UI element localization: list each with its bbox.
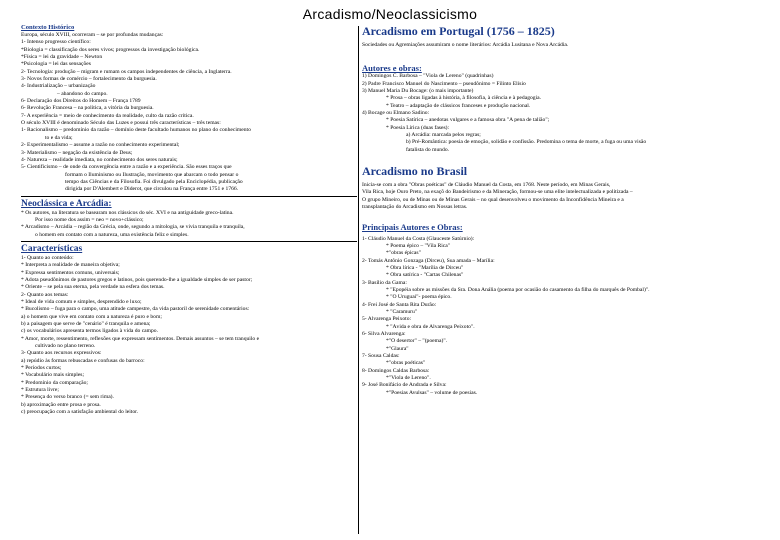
- text-line: *"obras épicas": [386, 250, 421, 257]
- text-line: a) o homem que vive em contato com a natureza é puro e bom;: [21, 313, 162, 320]
- text-line: 2) Padre Francisco Manuel do Nascimento – pseudônimo = Filinto Elísio: [362, 80, 526, 87]
- text-line: 7- A experiência = meio de conhecimento da realidade, culto da razão crítica.: [21, 112, 194, 119]
- left-column: [21, 24, 357, 417]
- text-line: fatalista do mundo.: [406, 146, 450, 153]
- neoclassica-block: [21, 210, 357, 239]
- text-line: 1- Cláudio Manuel da Costa (Glauceste Satúrnio):: [362, 235, 475, 242]
- text-line: 6- Revolução Francesa – na política, a vitória da burguesia.: [21, 105, 154, 112]
- text-line: 4- Industrialização – urbanização: [21, 83, 96, 90]
- text-line: to e da vida;: [45, 134, 73, 141]
- text-line: 2- Tecnologia: produção – migram e rumam os campos independentes de ciência, a Inglaterra.: [21, 68, 232, 75]
- text-line: * Predomínio da comparação;: [21, 379, 88, 386]
- text-line: a) repúdio às formas rebuscadas e confusas do barroco:: [21, 357, 145, 364]
- text-line: 3- Basílio da Gama:: [362, 279, 407, 286]
- column-divider: [358, 26, 359, 534]
- section-title-portugal: Arcadismo em Portugal (1756 – 1825): [362, 24, 555, 38]
- text-line: 5- Alvarenga Peixoto:: [362, 316, 412, 323]
- text-line: * Períodos curtos;: [21, 365, 62, 372]
- text-line: 9- José Bonifácio de Andrada e Silva:: [362, 382, 447, 389]
- section-title-principais: Principais Autores e Obras:: [362, 221, 463, 232]
- text-line: 6- Silva Alvarenga:: [362, 330, 406, 337]
- page-title: Arcadismo/Neoclassicismo: [302, 6, 478, 22]
- contexto-block: [21, 32, 357, 194]
- text-line: * Poesia Lírica (duas fases):: [386, 124, 450, 131]
- text-line: 2- Quanto aos temas:: [21, 291, 69, 298]
- text-line: 5- Cientificismo – de onde da convergência entre a razão e a experiência. São esses traços que: [21, 164, 232, 171]
- text-line: *"Glaura": [386, 345, 409, 352]
- section-title-contexto: Contexto Histórico: [21, 24, 75, 31]
- text-line: *Física = lei da gravidade – Newton: [21, 54, 103, 61]
- text-line: 1- Racionalismo – predomínio da razão – domínio deste facultado humanos no plano do conhecimento: [21, 127, 251, 134]
- text-line: 4- Natureza – realidade imediata, no conhecimento dos seres naturais;: [21, 156, 178, 163]
- section-title-autores: Autores e obras:: [362, 63, 422, 74]
- text-line: cultivado no plano terreno.: [35, 343, 96, 350]
- section-separator: [21, 241, 357, 242]
- text-line: * Os autores, na literatura se basearam nos clássicos do séc. XVI e na antiguidade greco-latina.: [21, 209, 234, 216]
- text-line: 1- Quanto ao conteúdo:: [21, 254, 74, 261]
- text-line: * "O Uruguai"- poema épico.: [386, 294, 452, 301]
- text-line: *"O desertor" – "(poema)".: [386, 338, 448, 345]
- text-line: *"Viola de Lereno".: [386, 375, 431, 382]
- text-line: c) os vocabulários apresenta termos ligados à vida do campo.: [21, 328, 159, 335]
- text-line: * Arcadismo – Arcádia – região da Grécia, onde, segundo a mitologia, se vivia tranquila e tranquila,: [21, 224, 245, 231]
- section-title-neoclassica: Neoclássica e Arcádia:: [21, 198, 112, 209]
- text-line: * Oriente – se pela sua eterna, pela verdade na esfera dos temas.: [21, 284, 165, 291]
- text-line: * Bucolismo – fuga para o campo, uma atitude campestre, da vida pastoril de serenidade comentários:: [21, 306, 250, 313]
- section-title-caracteristicas: Características: [21, 243, 83, 254]
- text-line: * Adota pseudônimos de pastores gregos e latinos, pois querendo-lhe a igualdade simples de ser pastor;: [21, 276, 253, 283]
- text-line: Europa, século XVIII, ocorreram – se por profundas mudanças:: [21, 32, 164, 38]
- text-line: o homem em contato com a natureza, uma existência feliz e simples.: [35, 231, 189, 238]
- text-line: Por isso nome dos assim = neo = novo+clássico;: [35, 216, 144, 223]
- brasil-block: [362, 182, 772, 211]
- text-line: * Obra satírica - "Cartas Chilenas": [386, 272, 464, 279]
- text-line: *"obras poéticas": [386, 360, 426, 367]
- text-line: 3- Quanto aos recursos expressivos:: [21, 350, 102, 357]
- text-line: *"Poesias Avulsas" – volume de poesias.: [386, 389, 478, 396]
- text-line: 3- Novos formas de comércio – fortalecimento da burguesia.: [21, 76, 157, 83]
- text-line: *Psicologia = lei das sensações: [21, 61, 91, 68]
- text-line: O século XVIII é denominado Século das Luzes e possui três características – três temas:: [21, 120, 221, 127]
- text-line: * Presença do verso branco (= sem rima).: [21, 394, 114, 401]
- text-line: * "Àvida e obra de Alvarenga Peixoto".: [386, 323, 475, 330]
- text-line: b) a paisagem que serve de "cenário" é tranquila e amena;: [21, 321, 151, 328]
- text-line: 1- Intenso progresso científico:: [21, 39, 91, 46]
- text-line: 6- Declaração dos Direitos do Homem – França 1789: [21, 98, 141, 105]
- text-line: * Teatro – adaptação de clássicos franceses e produção nacional.: [386, 102, 531, 109]
- text-line: * Prosa – obras ligadas à história, à filosofia, à ciência e à pedagogia.: [386, 95, 542, 102]
- text-line: a) Arcádia: marcada pelos regras;: [406, 132, 481, 139]
- text-line: dirigida por D'Alembert e Diderot, que circulou na França entre 1751 e 1766.: [65, 186, 239, 193]
- right-column: [362, 24, 772, 397]
- text-line: * Vocabulário mais simples;: [21, 372, 85, 379]
- text-line: 4) Bocage ou Elmano Sadino:: [362, 110, 430, 117]
- text-line: 1) Domingos C. Barbosa – "Viola de Lereno" (quadrinhas): [362, 73, 494, 80]
- text-line: tempo das Ciências e da Filosofia. Foi divulgado pela Enciclopédia, publicação: [65, 178, 243, 185]
- section-title-brasil: Arcadismo no Brasil: [362, 164, 468, 179]
- text-line: 2- Tomás Antônio Gonzaga (Dirceu), Sua amada – Marília:: [362, 257, 495, 264]
- text-line: 4- Frei José de Santa Rita Durão:: [362, 301, 437, 308]
- text-line: * Amor, morte, ressentimento, reflexões que expressam sentimentos. Demais assuntos – se tem tranquilo e: [21, 335, 260, 342]
- text-line: *Biologia = classificação dos seres vivos; progressos da investigação biológica.: [21, 46, 200, 53]
- text-line: 8- Domingos Caldas Barbosa:: [362, 367, 430, 374]
- section-separator: [21, 196, 357, 197]
- text-line: – abandono do campo.: [57, 90, 108, 97]
- text-line: * Poesia Satírica – anedotas vulgares e a famosa obra "A pena de talião";: [386, 117, 550, 124]
- text-line: * Poema épico – "Vila Rica": [386, 242, 451, 249]
- text-line: * Obra lírica - "Marília de Dirceu": [386, 264, 464, 271]
- principais-block: [362, 236, 772, 398]
- text-line: * "Epopéia sobre as missões da Sra. Dona Anália (poema por ocasião do casamento da filha do marquês de Pombal)".: [386, 286, 650, 293]
- text-line: * Estrutura livre;: [21, 387, 59, 394]
- text-line: Inicia-se com a obra "Obras poéticas" de Cláudio Manuel da Costa, em 1768. Neste período, em Minas Gerais,: [362, 182, 611, 189]
- caracteristicas-block: [21, 255, 357, 417]
- text-line: * "Caramuru": [386, 308, 418, 315]
- text-line: * Interpreta a realidade de maneira objetiva;: [21, 262, 120, 269]
- text-line: 7- Sousa Caldas:: [362, 353, 400, 359]
- text-line: 3- Materialismo – negação da existência de Deus;: [21, 149, 133, 156]
- autores-block: [362, 73, 772, 154]
- text-line: formam o Iluminismo ou Ilustração, movimento que abarcam o todo pensar o: [65, 171, 239, 178]
- text-line: * Ideal de vida comum e simples, desprendido e luxo;: [21, 299, 142, 305]
- text-line: * Expressa sentimentos comuns, universais;: [21, 269, 120, 276]
- text-line: Vila Rica, hoje Ouro Preto, na exaçõ do Bandeirismo e da Mineração, formou-se uma elite intelectualizada e politizada –: [362, 189, 633, 196]
- text-line: transplantação do Arcadismo em Nossas letras.: [362, 204, 468, 211]
- portugal-intro: Sociedades ou Agremiações assumiram o nome literários: Arcádia Lusitana e Nova Arcádia.: [362, 42, 569, 48]
- text-line: c) preocupação com a satisfação ambiental do leitor.: [21, 409, 139, 416]
- text-line: 3) Manuel Maria Du Bocage: (o mais importante): [362, 88, 474, 95]
- text-line: O grupo Mineiro, ou de Minas ou de Minas Gerais – no qual desenvolveu o movimento da Inconfidência Mineira e a: [362, 196, 624, 203]
- text-line: 2- Experimentalismo – assume a razão no conhecimento experimental;: [21, 142, 180, 149]
- text-line: b) Pré-Romântica: poesia de emoção, solidão e confissão. Predomina o tema de morte, a fuga ou uma visão: [406, 139, 647, 146]
- text-line: b) aproximação entre prosa e prosa.: [21, 401, 101, 408]
